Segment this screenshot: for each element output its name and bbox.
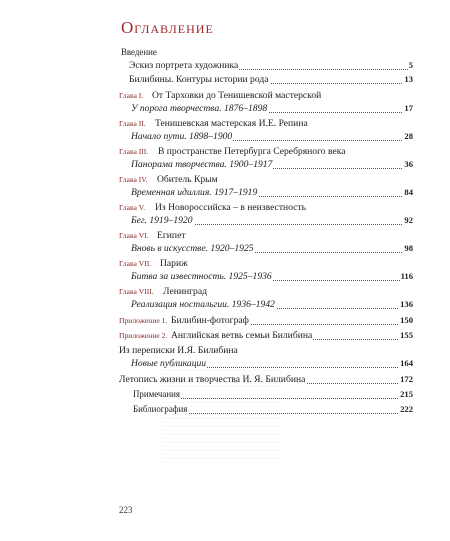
toc-entry-prefix: Глава II. xyxy=(119,119,146,128)
toc-entry xyxy=(0,215,450,229)
toc-page-number: 5 xyxy=(408,60,413,70)
toc-entry xyxy=(0,299,450,313)
toc-entry-title: Библиография xyxy=(133,404,188,414)
toc-entry-title: Вновь в искусстве. 1920–1925 xyxy=(131,243,254,254)
toc-entry-title: Бег. 1919–1920 xyxy=(131,215,193,226)
toc-entry-title: Египет xyxy=(157,230,186,241)
toc-page-number: 164 xyxy=(400,358,413,368)
toc-page-number: 84 xyxy=(404,187,413,197)
toc-entry xyxy=(0,74,450,88)
toc-entry xyxy=(0,60,450,74)
toc-entry-title: От Тарховки до Тенишевской мастерской xyxy=(152,90,322,101)
toc-page-number: 17 xyxy=(404,103,413,113)
toc-page-number: 172 xyxy=(400,374,413,384)
toc-entry-title: Временная идиллия. 1917–1919 xyxy=(131,187,258,198)
toc-entry xyxy=(0,315,450,329)
toc-entry-prefix: Приложение 1. xyxy=(119,316,168,325)
toc-entry xyxy=(0,131,450,145)
toc-entry-prefix: Глава VII. xyxy=(119,259,152,268)
toc-intro-label: Введение xyxy=(121,47,157,57)
toc-entry-prefix: Глава III. xyxy=(119,147,149,156)
show-through-image xyxy=(162,363,282,463)
toc-entry-prefix: Приложение 2. xyxy=(119,331,168,340)
toc-entry xyxy=(0,118,450,132)
toc-entry xyxy=(0,345,450,359)
toc-entry-prefix: Глава V. xyxy=(119,203,146,212)
toc-entry-title: Обитель Крым xyxy=(157,174,218,185)
toc-entry xyxy=(0,90,450,104)
toc-entry xyxy=(0,187,450,201)
toc-entry-prefix: Глава IV. xyxy=(119,175,148,184)
toc-page-number: 136 xyxy=(400,299,413,309)
toc-entry-prefix: Глава VIII. xyxy=(119,287,154,296)
page-title: Оглавление xyxy=(121,18,214,37)
toc-entry-prefix: Глава VI. xyxy=(119,231,149,240)
page-number: 223 xyxy=(119,505,133,515)
toc-page-number: 116 xyxy=(400,271,413,281)
toc-entry-title: Реализация ностальгии. 1936–1942 xyxy=(131,299,275,310)
toc-entry xyxy=(0,174,450,188)
toc-entry xyxy=(0,286,450,300)
toc-page-number: 92 xyxy=(404,215,413,225)
toc-entry xyxy=(0,271,450,285)
toc-intro xyxy=(0,47,450,61)
toc-entry-title: Ленинград xyxy=(163,286,207,297)
toc-entry-title: Тенишевская мастерская И.Е. Репина xyxy=(155,118,308,129)
toc-page-number: 150 xyxy=(400,315,413,325)
toc-entry-title: Битва за известность. 1925–1936 xyxy=(131,271,272,282)
toc-entry xyxy=(0,159,450,173)
toc-entry-title: Новые публикации xyxy=(131,358,207,369)
toc-page-number: 215 xyxy=(400,389,413,399)
toc-entry-title: Начало пути. 1898–1900 xyxy=(131,131,233,142)
toc-entry xyxy=(0,202,450,216)
toc-page-number: 28 xyxy=(404,131,413,141)
toc-entry-title: Примечания xyxy=(133,389,180,399)
toc-entry-title: Билибин-фотограф xyxy=(171,315,249,326)
toc-entry-title: Из Новороссийска – в неизвестность xyxy=(155,202,307,213)
toc-entry-title: Эскиз портрета художника xyxy=(129,60,239,71)
toc-page-number: 222 xyxy=(400,404,413,414)
toc-entry xyxy=(0,243,450,257)
toc-entry xyxy=(0,146,450,160)
toc-page-number: 36 xyxy=(404,159,413,169)
toc-entry-title: Из переписки И.Я. Билибина xyxy=(119,345,238,356)
toc-entry-title: Английская ветвь семьи Билибина xyxy=(171,330,313,341)
toc-entry-prefix: Глава I. xyxy=(119,91,144,100)
toc-entry xyxy=(0,103,450,117)
toc-entry xyxy=(0,230,450,244)
toc-entry-title: Париж xyxy=(160,258,188,269)
toc-entry-title: Билибины. Контуры истории рода xyxy=(129,74,269,85)
toc-entry-title: Летопись жизни и творчества И. Я. Билибина xyxy=(119,374,306,385)
toc-page-number: 155 xyxy=(400,330,413,340)
toc-entry-title: Панорама творчества. 1900–1917 xyxy=(131,159,273,170)
toc-page-number: 98 xyxy=(404,243,413,253)
toc-entry xyxy=(0,330,450,344)
toc-page-number: 13 xyxy=(404,74,413,84)
toc-entry-title: В пространстве Петербурга Серебряного века xyxy=(158,146,346,157)
toc-entry xyxy=(0,258,450,272)
toc-entry-title: У порога творчества. 1876–1898 xyxy=(131,103,268,114)
